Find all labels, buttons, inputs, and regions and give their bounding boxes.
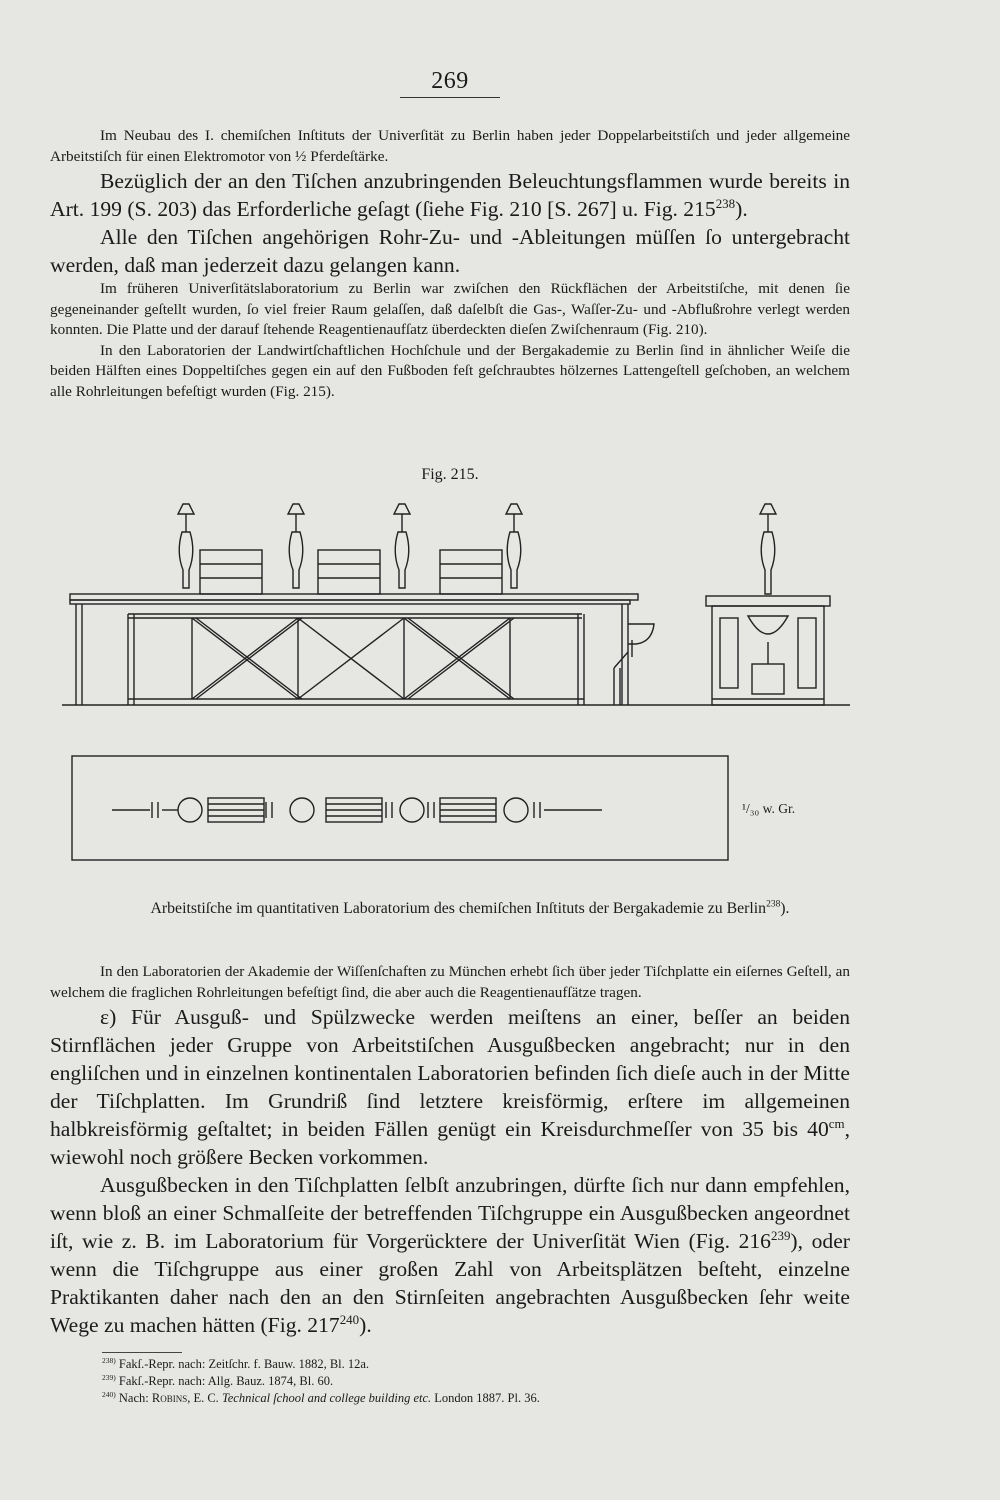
footnote-ref-239: 239	[770, 1227, 791, 1243]
page-number-rule	[400, 97, 500, 98]
footnote-ref-238: 238	[715, 195, 736, 211]
footnote-ref-240: 240	[339, 1311, 360, 1327]
footnote-240	[102, 1390, 802, 1407]
paragraph-lighting	[50, 167, 850, 223]
paragraph-electric-motor: Im Neubau des I. chemiſchen Inſtituts der Univerſität zu Berlin haben jeder Doppelarbeitstiſch und jeder allgemeine Arbeitstiſch für einen Elektromotor von ½ Pferdeſtärke.	[50, 127, 850, 165]
paragraph-lighting-text: Bezüglich der an den Tiſchen anzubringenden Beleuchtungsflammen wurde bereits in Art. 199 (S. 203) das Erforderliche geſagt (ſiehe Fig. 210 [S. 267] u. Fig. 215	[50, 169, 850, 221]
paragraph-landwirtschaft: In den Laboratorien der Landwirtſchaftlichen Hochſchule und der Bergakademie zu Berlin ſind in ähnlicher Weiſe die beiden Hälften eines Doppeltiſches gegen ein auf den Fußboden feſt geſchraubtes hölzernes Lattengeſtell geſchoben, an welchem alle Rohrleitungen befeſtigt wurden (Fig. 215).	[50, 341, 850, 400]
body-text-bottom	[50, 962, 850, 1339]
figure-caption	[80, 899, 860, 919]
footnote-number: 238)	[102, 1355, 116, 1365]
figure-scale-label: ¹/₃₀ w. Gr.	[742, 801, 796, 816]
footnote-rule	[102, 1352, 182, 1353]
figure-plan-drawing	[62, 752, 742, 864]
paragraph-sinks-in-tables-middle: ), oder wenn die Tiſchgruppe aus einer großen Zahl von Arbeitsplätzen beſteht, einzelne Praktikanten daher nach den an den Stirnſeiten angebrachten Ausgußbecken ſehr weite Wege zu machen hätten (Fig. 217	[50, 1229, 850, 1337]
footnote-title: Technical ſchool and college building etc.	[221, 1391, 432, 1405]
footnotes	[102, 1356, 802, 1407]
paragraph-muenchen: In den Laboratorien der Akademie der Wiſſenſchaften zu München erhebt ſich über jeder Tiſchplatte ein eiſernes Geſtell, an welchem die fraglichen Rohrleitungen befeſtigt ſind, die aber auch die Reagentienaufſätze tragen.	[50, 963, 850, 1001]
figure-elevation-drawing	[62, 492, 850, 707]
footnote-238	[102, 1356, 802, 1373]
footnote-end: London 1887. Pl. 36.	[434, 1391, 540, 1405]
figure-caption-ref: 238	[766, 899, 781, 910]
paragraph-lighting-end: ).	[735, 197, 748, 221]
paragraph-sinks-in-tables-end: ).	[359, 1313, 372, 1337]
paragraph-pipes: Alle den Tiſchen angehörigen Rohr-Zu- und -Ableitungen müſſen ſo untergebracht werden, daß man jederzeit dazu gelangen kann.	[50, 225, 850, 277]
footnote-number: 239)	[102, 1372, 116, 1382]
paragraph-sinks-end: , wiewohl noch größere Becken vorkommen.	[50, 1117, 850, 1169]
paragraph-sinks	[50, 1003, 850, 1171]
paragraph-sinks-in-tables	[50, 1171, 850, 1339]
paragraph-sinks-text: ε) Für Ausguß- und Spülzwecke werden meiſtens an einer, beſſer an beiden Stirnflächen jeder Gruppe von Arbeitstiſchen Ausgußbecken angebracht; nur in den engliſchen und in einzelnen kontinentalen Laboratorien befinden ſich dieſe auch in der Mitte der Tiſchplatten. Im Grundriß ſind letztere kreisförmig, erſtere im allgemeinen halbkreisförmig geſtaltet; in beiden Fällen genügt ein Kreisdurchmeſſer von 35 bis 40	[50, 1005, 850, 1141]
footnote-text: Fakſ.-Repr. nach: Allg. Bauz. 1874, Bl. 60.	[118, 1374, 334, 1388]
footnote-author: Robins, E. C.	[151, 1391, 219, 1405]
body-text-top	[50, 126, 850, 402]
footnote-prefix: Nach:	[118, 1391, 149, 1405]
unit-cm: cm	[828, 1115, 845, 1131]
footnote-239	[102, 1373, 802, 1390]
figure-caption-end: ).	[780, 900, 790, 917]
figure-label: Fig. 215.	[421, 466, 479, 483]
footnote-number: 240)	[102, 1389, 116, 1399]
paragraph-sinks-in-tables-text: Ausgußbecken in den Tiſchplatten ſelbſt anzubringen, dürfte ſich nur dann empfehlen, wenn bloß an einer Schmalſeite der betreffenden Tiſchgruppe ein Ausgußbecken angeordnet iſt, wie z. B. im Laboratorium für Vorgerücktere der Univerſität Wien (Fig. 216	[50, 1173, 850, 1253]
figure-caption-text: Arbeitstiſche im quantitativen Laboratorium des chemiſchen Inſtituts der Bergakademie zu Berlin	[150, 900, 767, 917]
footnote-text: Fakſ.-Repr. nach: Zeitſchr. f. Bauw. 1882, Bl. 12a.	[118, 1357, 370, 1371]
page-number: 269	[431, 68, 469, 94]
paragraph-former-lab: Im früheren Univerſitätslaboratorium zu Berlin war zwiſchen den Rückflächen der Arbeitstiſche, mit denen ſie gegeneinander geſtellt wurden, ſo viel freier Raum gelaſſen, daß daſelbſt die Gas-, Waſſer-Zu- und -Abflußrohre verlegt werden konnten. Die Platte und der darauf ſtehende Reagentienaufſatz überdeckten dieſen Zwiſchenraum (Fig. 210).	[50, 280, 850, 338]
